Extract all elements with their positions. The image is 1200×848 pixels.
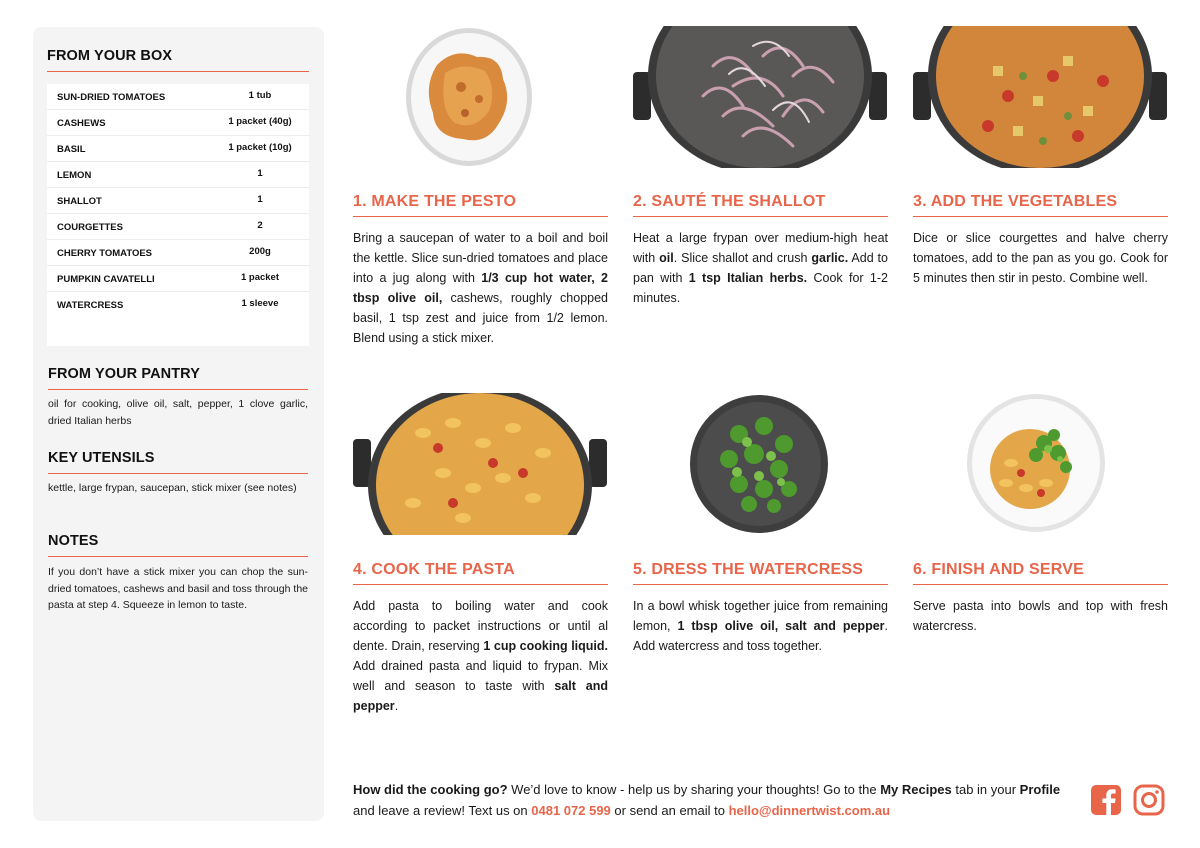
step-rule [633, 216, 888, 217]
step-4-text [353, 596, 608, 716]
step-3-text [913, 228, 1168, 288]
text-run-bold: 1 cup cooking liquid. [483, 639, 608, 653]
text-run: We’d love to know - help us by sharing your thoughts! Go to the [507, 782, 881, 797]
ingredient-name: COURGETTES [57, 222, 123, 233]
text-run-bold: salt and pepper [353, 679, 608, 713]
text-run: . Add watercress and toss together. [633, 619, 888, 653]
text-run: Cook for 1-2 minutes. [633, 271, 888, 305]
table-row [47, 188, 309, 214]
step-6-text [913, 596, 1168, 636]
heading-rule [47, 71, 309, 72]
ingredient-qty: 1 tub [248, 90, 272, 101]
facebook-icon[interactable] [1090, 784, 1122, 816]
table-row [47, 240, 309, 266]
pantry-text: oil for cooking, olive oil, salt, pepper, 1 clove garlic, dried Italian herbs [48, 398, 308, 427]
step-rule [353, 216, 608, 217]
table-row [47, 136, 309, 162]
ingredient-name: BASIL [57, 144, 86, 155]
ingredients-table [47, 84, 309, 346]
ingredient-name: CHERRY TOMATOES [57, 248, 153, 259]
ingredient-qty: 1 [257, 194, 263, 205]
table-row [47, 162, 309, 188]
step-6-title: 6. FINISH AND SERVE [913, 561, 1084, 578]
text-run: cashews, roughly chopped basil, 1 tsp zest and juice from 1/2 lemon. Blend using a stick mixer. [353, 291, 608, 345]
step-2-text [633, 228, 888, 308]
step-rule [633, 584, 888, 585]
text-run: Add to pan with [633, 251, 888, 285]
profile-link[interactable]: Profile [1019, 782, 1061, 797]
text-run: and leave a review! Text us on [353, 803, 532, 818]
from-your-box-heading: FROM YOUR BOX [47, 48, 173, 64]
step-4-title: 4. COOK THE PASTA [353, 561, 515, 578]
text-run: Add pasta to boiling water and cook according to packet instructions or until al dente. Drain, reserving [353, 599, 608, 653]
step-2-title: 2. SAUTÉ THE SHALLOT [633, 193, 826, 210]
table-row [47, 214, 309, 240]
step-rule [353, 584, 608, 585]
ingredient-qty: 1 packet (40g) [228, 116, 292, 127]
ingredient-name: SUN-DRIED TOMATOES [57, 92, 166, 103]
heading-rule [48, 556, 308, 557]
step-3-title: 3. ADD THE VEGETABLES [913, 193, 1118, 210]
table-row [47, 266, 309, 292]
instagram-icon[interactable] [1133, 784, 1165, 816]
notes-heading: NOTES [48, 533, 99, 549]
watercress-bowl-photo [689, 394, 829, 534]
ingredient-qty: 1 sleeve [241, 298, 279, 309]
table-row [47, 84, 309, 110]
ingredient-name: LEMON [57, 170, 92, 181]
plated-pasta-photo [966, 393, 1106, 533]
text-run: Dice or slice courgettes and halve cherry tomatoes, add to the pan as you go. Cook for 5 minutes then stir in pesto. Combine well. [913, 231, 1168, 285]
table-row [47, 292, 309, 318]
ingredient-name: SHALLOT [57, 196, 102, 207]
text-run: Heat a large frypan over medium-high heat with [633, 231, 888, 265]
text-run: or send an email to [610, 803, 729, 818]
utensils-heading: KEY UTENSILS [48, 450, 155, 466]
heading-rule [48, 473, 308, 474]
shallot-pan-photo [633, 26, 887, 168]
ingredient-name: PUMPKIN CAVATELLI [57, 274, 155, 285]
ingredient-qty: 1 [257, 168, 263, 179]
pesto-bowl-photo [405, 27, 533, 167]
step-1-title: 1. MAKE THE PESTO [353, 193, 517, 210]
phone-link[interactable]: 0481 072 599 [531, 803, 611, 818]
ingredient-qty: 1 packet (10g) [228, 142, 292, 153]
ingredient-qty: 200g [249, 246, 271, 257]
step-1-text [353, 228, 608, 348]
step-rule [913, 584, 1168, 585]
email-link[interactable]: hello@dinnertwist.com.au [728, 803, 891, 818]
text-run-bold: oil [659, 251, 674, 265]
text-run-bold: 1 tbsp olive oil, salt and pepper [677, 619, 885, 633]
ingredient-qty: 2 [257, 220, 263, 231]
text-run-bold: 1/3 cup hot water, 2 tbsp olive oil, [353, 271, 608, 305]
feedback-footer [353, 779, 1073, 821]
text-run: . Slice shallot and crush [673, 251, 812, 265]
ingredient-qty: 1 packet [240, 272, 280, 283]
table-row [47, 110, 309, 136]
text-run-bold: 1 tsp Italian herbs. [688, 271, 808, 285]
notes-text: If you don’t have a stick mixer you can chop the sun-dried tomatoes, cashews and basil and toss through the pasta at step 4. Squeeze in lemon to taste. [48, 566, 308, 611]
step-5-text [633, 596, 888, 656]
text-run: In a bowl whisk together juice from remaining lemon, [633, 599, 888, 633]
step-rule [913, 216, 1168, 217]
text-run: tab in your [951, 782, 1020, 797]
ingredient-name: CASHEWS [57, 118, 106, 129]
text-run: Add drained pasta and liquid to frypan. Mix well and season to taste with [353, 659, 608, 693]
text-run: . [394, 699, 399, 713]
ingredient-name: WATERCRESS [57, 300, 124, 311]
utensils-text: kettle, large frypan, saucepan, stick mixer (see notes) [48, 482, 297, 494]
text-run-bold: garlic. [811, 251, 849, 265]
heading-rule [48, 389, 308, 390]
my-recipes-link[interactable]: My Recipes [880, 782, 952, 797]
feedback-question: How did the cooking go? [353, 782, 508, 797]
text-run: Bring a saucepan of water to a boil and boil the kettle. Slice sun-dried tomatoes and place into a jug along with [353, 231, 608, 285]
pantry-heading: FROM YOUR PANTRY [48, 366, 200, 382]
vegetables-pan-photo [913, 26, 1167, 168]
pasta-pan-photo [353, 393, 607, 535]
text-run: Serve pasta into bowls and top with fresh watercress. [913, 599, 1168, 633]
step-5-title: 5. DRESS THE WATERCRESS [633, 561, 864, 578]
